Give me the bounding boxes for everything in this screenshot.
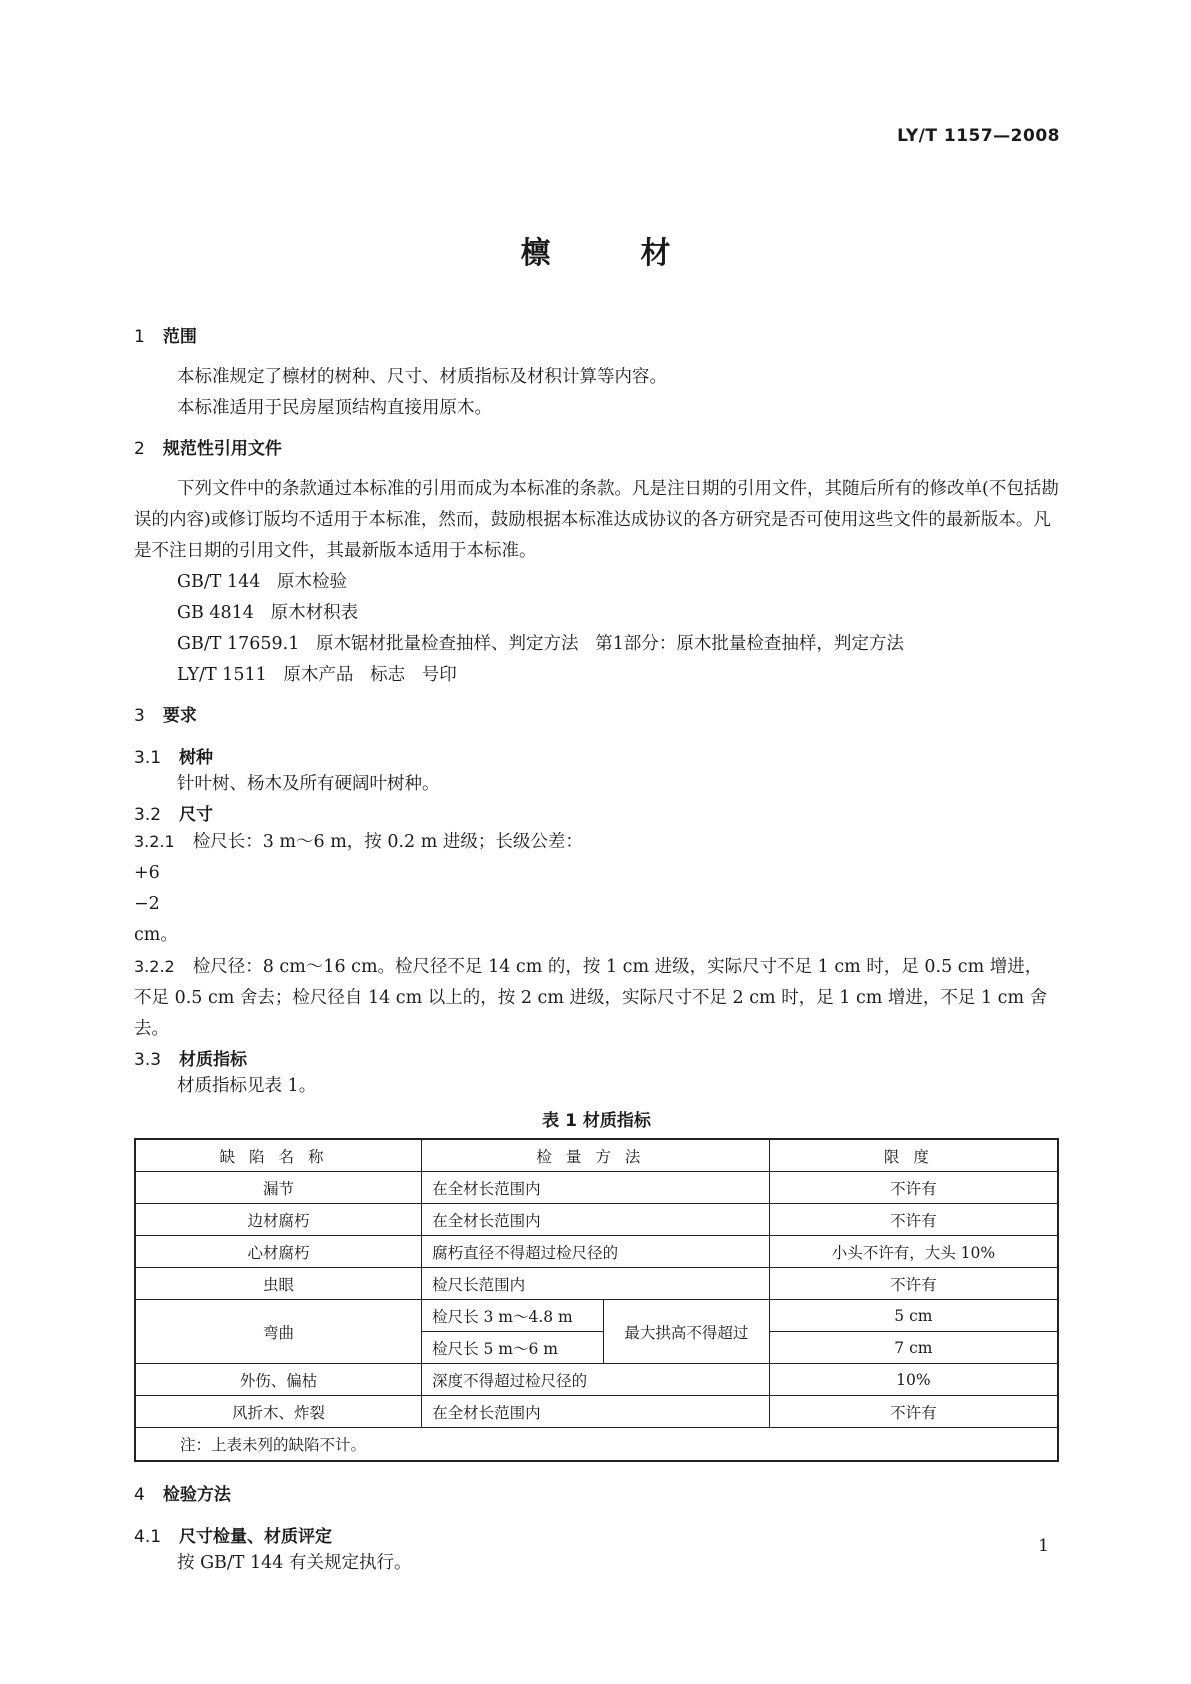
paragraph: 下列文件中的条款通过本标准的引用而成为本标准的条款。凡是注日期的引用文件，其随后所有的修改单(不包括勘误的内容)或修订版均不适用于本标准，然而，鼓励根据本标准达成协议的各方研究是否可使用这些文件的最新版本。凡是不注日期的引用文件，其最新版本适用于本标准。 — [134, 479, 1059, 561]
section-number: 3 — [134, 706, 145, 726]
length-tolerance — [134, 858, 1059, 920]
limit: 不许有 — [769, 1204, 1058, 1236]
section-title: 材质指标 — [179, 1050, 248, 1070]
clause-text: 检尺长：3 m～6 m，按 0.2 m 进级；长级公差： — [192, 832, 583, 852]
limit: 5 cm — [769, 1300, 1058, 1332]
section-3-1-heading — [134, 747, 1059, 769]
clause-3-2-1 — [134, 826, 1059, 951]
measure-method: 深度不得超过检尺径的 — [422, 1364, 770, 1396]
defect-name: 漏节 — [135, 1172, 422, 1204]
measure-method: 最大拱高不得超过 — [603, 1300, 769, 1364]
column-header: 检量方法 — [422, 1139, 770, 1172]
table-row — [135, 1300, 1058, 1332]
limit: 不许有 — [769, 1172, 1058, 1204]
table-row — [135, 1268, 1058, 1300]
table-note-row — [135, 1428, 1058, 1462]
defect-name: 边材腐朽 — [135, 1204, 422, 1236]
paragraph: 针叶树、杨木及所有硬阔叶树种。 — [177, 774, 440, 794]
tolerance-upper: +6 — [134, 863, 160, 883]
section-number: 3.1 — [134, 748, 162, 768]
document-body — [134, 326, 1059, 1579]
paragraph: 材质指标见表 1。 — [177, 1076, 317, 1096]
measure-method: 腐朽直径不得超过检尺径的 — [422, 1236, 770, 1268]
section-title: 尺寸 — [179, 805, 214, 825]
reference-item: GB/T 17659.1 原木锯材批量检查抽样、判定方法 第1部分：原木批量检查抽样，判定方法 — [177, 634, 904, 654]
clause-number: 3.2.2 — [134, 957, 175, 976]
limit: 不许有 — [769, 1268, 1058, 1300]
clause-number: 3.2.1 — [134, 832, 175, 851]
clause-text: 检尺径：8 cm～16 cm。检尺径不足 14 cm 的，按 1 cm 进级，实际尺寸不足 1 cm 时，足 0.5 cm 增进，不足 0.5 cm 舍去；检尺径自 14 cm 以上的，按 2 cm 进级，实际尺寸不足 2 cm 时，足 1 cm 增进，不足 1 cm 舍去。 — [134, 957, 1048, 1039]
section-3-heading — [134, 705, 1059, 727]
document-code: LY/T 1157—2008 — [897, 126, 1060, 146]
document-title — [0, 228, 1191, 272]
section-1-heading — [134, 326, 1059, 348]
title-char-1: 檩 — [520, 236, 551, 271]
section-3-2-heading — [134, 804, 1059, 826]
reference-item: GB/T 144 原木检验 — [177, 572, 348, 592]
reference-item: LY/T 1511 原木产品 标志 号印 — [177, 665, 457, 685]
table-row — [135, 1172, 1058, 1204]
section-3-3-heading — [134, 1049, 1059, 1071]
table-note: 注：上表未列的缺陷不计。 — [135, 1428, 1058, 1462]
section-title: 尺寸检量、材质评定 — [179, 1527, 333, 1547]
material-quality-table — [134, 1138, 1059, 1462]
defect-name: 外伤、偏枯 — [135, 1364, 422, 1396]
paragraph: 按 GB/T 144 有关规定执行。 — [177, 1553, 412, 1573]
defect-name: 虫眼 — [135, 1268, 422, 1300]
defect-name: 心材腐朽 — [135, 1236, 422, 1268]
section-title: 要求 — [162, 706, 197, 726]
table-row — [135, 1204, 1058, 1236]
measure-method: 检尺长 5 m～6 m — [422, 1332, 604, 1364]
section-number: 3.3 — [134, 1050, 162, 1070]
limit: 不许有 — [769, 1396, 1058, 1428]
column-header: 缺陷名称 — [135, 1139, 422, 1172]
limit: 10% — [769, 1364, 1058, 1396]
section-number: 1 — [134, 327, 145, 347]
section-number: 4 — [134, 1485, 145, 1505]
section-4-1-heading — [134, 1526, 1059, 1548]
paragraph: 本标准规定了檩材的树种、尺寸、材质指标及材积计算等内容。 — [177, 367, 667, 387]
table-row — [135, 1396, 1058, 1428]
section-number: 3.2 — [134, 805, 162, 825]
column-header: 限度 — [769, 1139, 1058, 1172]
table-header-row — [135, 1139, 1058, 1172]
defect-name: 风折木、炸裂 — [135, 1396, 422, 1428]
tolerance-lower: −2 — [134, 894, 160, 914]
section-2-heading — [134, 438, 1059, 460]
measure-method: 在全材长范围内 — [422, 1172, 770, 1204]
section-title: 检验方法 — [162, 1485, 231, 1505]
page-number: 1 — [1038, 1536, 1049, 1556]
table-row — [135, 1364, 1058, 1396]
section-title: 范围 — [162, 327, 197, 347]
clause-3-2-2 — [134, 951, 1059, 1045]
section-title: 规范性引用文件 — [162, 439, 282, 459]
measure-method: 在全材长范围内 — [422, 1396, 770, 1428]
table-caption: 表 1 材质指标 — [542, 1111, 651, 1131]
section-number: 4.1 — [134, 1527, 162, 1547]
title-char-2: 材 — [640, 236, 671, 271]
table-row — [135, 1236, 1058, 1268]
section-number: 2 — [134, 439, 145, 459]
measure-method: 检尺长范围内 — [422, 1268, 770, 1300]
reference-item: GB 4814 原木材积表 — [177, 603, 359, 623]
limit: 7 cm — [769, 1332, 1058, 1364]
defect-name: 弯曲 — [135, 1300, 422, 1364]
clause-unit: cm。 — [134, 925, 178, 945]
measure-method: 检尺长 3 m～4.8 m — [422, 1300, 604, 1332]
section-4-heading — [134, 1484, 1059, 1506]
section-title: 树种 — [179, 748, 214, 768]
measure-method: 在全材长范围内 — [422, 1204, 770, 1236]
paragraph: 本标准适用于民房屋顶结构直接用原木。 — [177, 398, 492, 418]
limit: 小头不许有，大头 10% — [769, 1236, 1058, 1268]
